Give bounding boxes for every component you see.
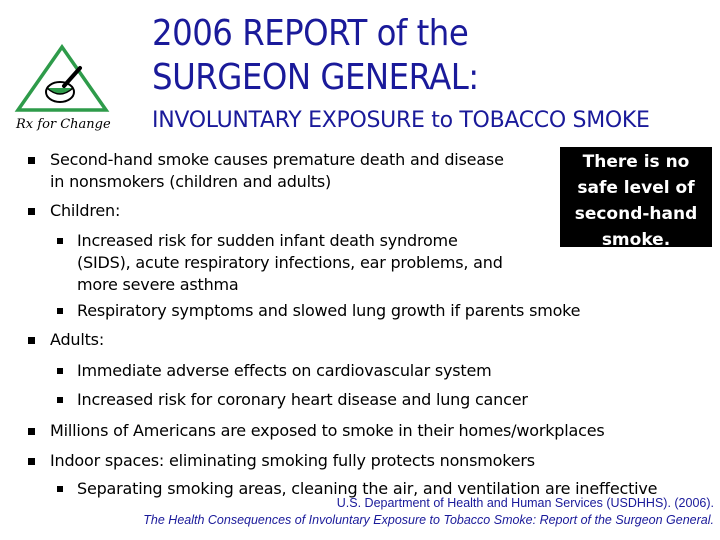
bullet-text: Immediate adverse effects on cardiovascular system: [77, 361, 492, 380]
pestle-icon: [64, 68, 80, 86]
bullet-text: Indoor spaces: eliminating smoking fully protects nonsmokers: [50, 451, 535, 470]
bullet-text: in nonsmokers (children and adults): [50, 172, 332, 191]
bullet-marker: [28, 337, 35, 344]
bullet-marker: [57, 397, 63, 403]
bullet-text: Adults:: [50, 330, 105, 349]
bullet-marker: [57, 368, 63, 374]
subbullet-sids: [77, 230, 503, 296]
title-line-1: 2006 REPORT of the: [152, 13, 469, 54]
subbullet-cardiovascular: [77, 360, 492, 382]
bullet-marker: [57, 308, 63, 314]
bullet-marker: [57, 486, 63, 492]
logo-text: Rx for Change: [16, 117, 111, 132]
callout-box: [560, 147, 712, 250]
rx-for-change-logo: [14, 44, 138, 132]
bullet-text: Separating smoking areas, cleaning the air, and ventilation are ineffective: [77, 479, 658, 498]
callout-line-3: second-hand: [574, 204, 698, 224]
bullet-adults: [50, 329, 104, 351]
callout-line-1: There is no: [582, 152, 690, 172]
callout-line-2: safe level of: [577, 178, 695, 198]
bullet-text: (SIDS), acute respiratory infections, ear problems, and: [77, 253, 503, 272]
bullet-marker: [28, 157, 35, 164]
page-subtitle: INVOLUNTARY EXPOSURE to TOBACCO SMOKE: [152, 108, 650, 133]
bullet-text: Respiratory symptoms and slowed lung growth if parents smoke: [77, 301, 581, 320]
page-title: [152, 12, 692, 100]
bullet-text: Children:: [50, 201, 121, 220]
bullet-text: more severe asthma: [77, 275, 239, 294]
citation-line-1: U.S. Department of Health and Human Services (USDHHS). (2006).: [336, 496, 714, 510]
bullet-text: Increased risk for sudden infant death syndrome: [77, 231, 458, 250]
subbullet-coronary: [77, 389, 528, 411]
bullet-marker: [28, 458, 35, 465]
bullet-marker: [28, 428, 35, 435]
bullet-text: Second-hand smoke causes premature death and disease: [50, 150, 504, 169]
citation: [143, 495, 714, 529]
bullet-millions: [50, 420, 604, 442]
subbullet-respiratory: [77, 300, 580, 322]
bullet-text: Increased risk for coronary heart disease and lung cancer: [77, 390, 528, 409]
bullet-children: [50, 200, 120, 222]
title-line-2: SURGEON GENERAL:: [152, 57, 479, 98]
bullet-text: Millions of Americans are exposed to smoke in their homes/workplaces: [50, 421, 605, 440]
citation-line-2: The Health Consequences of Involuntary Exposure to Tobacco Smoke: Report of the Surgeon General.: [143, 513, 714, 527]
bullet-marker: [57, 238, 63, 244]
bullet-marker: [28, 208, 35, 215]
callout-line-4: smoke.: [601, 230, 671, 250]
bullet-secondhand-smoke: [50, 149, 504, 193]
bullet-indoor: [50, 450, 535, 472]
